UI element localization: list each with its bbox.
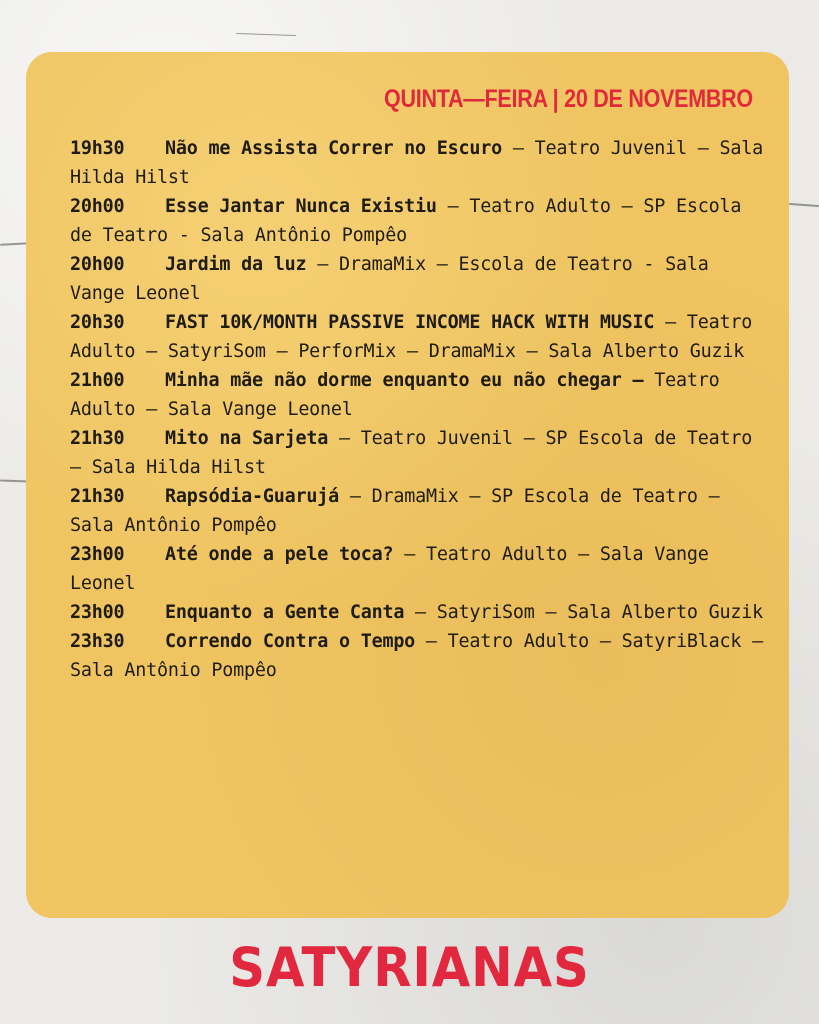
event-title: Enquanto a Gente Canta [165,602,405,623]
satyrianas-logo: SATYRIANAS [229,936,590,999]
event-title: Não me Assista Correr no Escuro [165,138,503,159]
event-details: – Teatro Adulto – Sala Vange Leonel [70,544,709,594]
event-item [70,627,770,685]
event-title: FAST 10K/MONTH PASSIVE INCOME HACK WITH MUSIC [165,312,655,333]
event-time: 23h00 [70,544,125,565]
day-title: QUINTA—FEIRA | 20 DE NOVEMBRO [384,85,753,113]
event-time: 23h30 [70,631,125,652]
event-item [70,540,770,598]
wall-crack [789,203,819,207]
event-item [70,598,770,627]
event-title: Até onde a pele toca? [165,544,394,565]
event-details: – Teatro Juvenil – SP Escola de Teatro – Sala Hilda Hilst [70,428,753,478]
event-title: Minha mãe não dorme enquanto eu não chegar – [165,370,644,391]
event-time: 21h30 [70,486,125,507]
event-title: Esse Jantar Nunca Existiu [165,196,437,217]
event-time: 21h30 [70,428,125,449]
event-details: – SatyriSom – Sala Alberto Guzik [404,602,763,623]
event-item [70,424,770,482]
event-list [70,134,770,685]
event-title: Rapsódia-Guarujá [165,486,339,507]
event-details: – Teatro Adulto – SP Escola de Teatro - Sala Antônio Pompêo [70,196,742,246]
event-title: Correndo Contra o Tempo [165,631,416,652]
event-details: Teatro Adulto – Sala Vange Leonel [70,370,720,420]
event-item [70,308,770,366]
event-item [70,366,770,424]
event-time: 20h00 [70,196,125,217]
event-time: 20h30 [70,312,125,333]
event-details: – Teatro Adulto – SatyriBlack – Sala Antônio Pompêo [70,631,763,681]
event-item [70,192,770,250]
event-details: – Teatro Juvenil – Sala Hilda Hilst [70,138,763,188]
event-title: Jardim da luz [165,254,307,275]
event-details: – Teatro Adulto – SatyriSom – PerforMix – DramaMix – Sala Alberto Guzik [70,312,753,362]
event-time: 19h30 [70,138,125,159]
event-item [70,482,770,540]
event-item [70,134,770,192]
event-item [70,250,770,308]
event-details: – DramaMix – SP Escola de Teatro – Sala Antônio Pompêo [70,486,720,536]
event-details: – DramaMix – Escola de Teatro - Sala Vange Leonel [70,254,709,304]
event-time: 20h00 [70,254,125,275]
event-title: Mito na Sarjeta [165,428,329,449]
schedule-card [26,52,789,918]
event-time: 21h00 [70,370,125,391]
event-time: 23h00 [70,602,125,623]
wall-crack [236,33,296,36]
